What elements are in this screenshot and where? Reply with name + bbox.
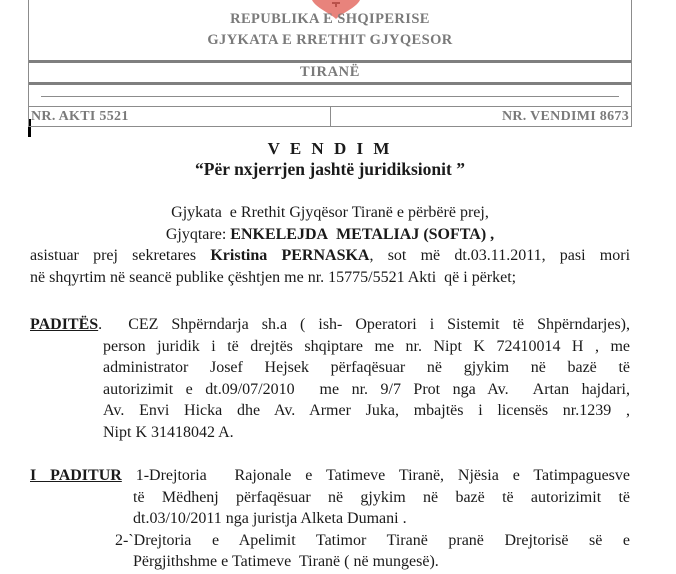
header-city-label: TIRANË <box>300 64 360 80</box>
plaintiff-label-sep: . <box>98 316 129 333</box>
plaintiff-text: CEZ Shpërndarja sh.a ( ish- Operatori i Sistemit të Shpërndarjes), <box>128 316 631 333</box>
plaintiff-label: PADITËS <box>30 316 99 333</box>
secretary-date-text: , sot më dt.03.11.2011, pasi mori <box>369 247 631 264</box>
defendant-section <box>30 465 630 573</box>
plaintiff-line: Av. Envi Hicka dhe Av. Armer Juka, mbajtës i licensës nr.1239 , <box>103 402 630 419</box>
decision-number: NR. VENDIMI 8673 <box>501 109 629 124</box>
decision-subtitle: “Për nxjerrjen jashtë juridiksionit ” <box>195 159 465 179</box>
case-numbers-row <box>29 106 631 127</box>
defendant-line: të Mëdhenj përfaqësuar në gjykim në bazë të autorizimit të <box>133 488 630 506</box>
secretary-name: Kristina PERNASKA <box>210 247 370 264</box>
intro-secretary-line <box>30 245 630 267</box>
defendant-text: 1-Drejtoria Rajonale e Tatimeve Tiranë, Njësia e Tatimpaguesve <box>135 467 631 484</box>
header-institution-row <box>29 0 631 63</box>
intro-paragraph <box>30 202 630 288</box>
plaintiff-section <box>30 314 630 443</box>
header-city-row <box>29 63 631 85</box>
header-spacer-row <box>29 85 631 106</box>
defendant-label-sep <box>122 467 136 484</box>
intro-case-line: në shqyrtim në seancë publike çështjen me nr. 15775/5521 Akti që i përket; <box>30 268 517 286</box>
secretary-label: asistuar prej sekretares <box>30 247 211 264</box>
defendant-line: Përgjithshme e Tatimeve Tiranë ( në mungesë). <box>133 553 439 570</box>
defendant-line: 2-`Drejtoria e Apelimit Tatimor Tiranë pranë Drejtorisë së e <box>115 531 630 549</box>
intro-court-line: Gjykata e Rrethit Gjyqësor Tiranë e përbërë prej, <box>171 204 489 221</box>
defendant-line <box>30 465 630 487</box>
plaintiff-line: person juridik i të drejtës shqiptare me nr. Nipt K 72410014 H , me <box>103 337 630 355</box>
plaintiff-line <box>30 314 630 336</box>
plaintiff-line: administrator Josef Hejsek përfaqësuar në gjykim në bazë të <box>103 359 630 376</box>
intro-judge-line <box>30 224 630 246</box>
header-republic-line: REPUBLIKA E SHQIPERISE <box>230 11 430 27</box>
judge-label: Gjyqtare: <box>165 225 231 243</box>
header-thin-rule <box>41 96 619 97</box>
decision-title: V E N D I M <box>267 139 393 158</box>
defendant-label: I PADITUR <box>30 467 122 484</box>
header-court-line: GJYKATA E RRETHIT GJYQESOR <box>207 32 453 48</box>
plaintiff-line: autorizimit e dt.09/07/2010 me nr. 9/7 Prot nga Av. Artan hajdari, <box>103 380 630 398</box>
defendant-line: dt.03/10/2011 nga juristja Alketa Dumani . <box>133 510 407 527</box>
plaintiff-line: Nipt K 31418042 A. <box>103 423 234 441</box>
act-number: NR. AKTI 5521 <box>29 107 331 126</box>
judge-name: ENKELEJDA METALIAJ (SOFTA) , <box>230 225 495 243</box>
header-table <box>28 0 632 127</box>
